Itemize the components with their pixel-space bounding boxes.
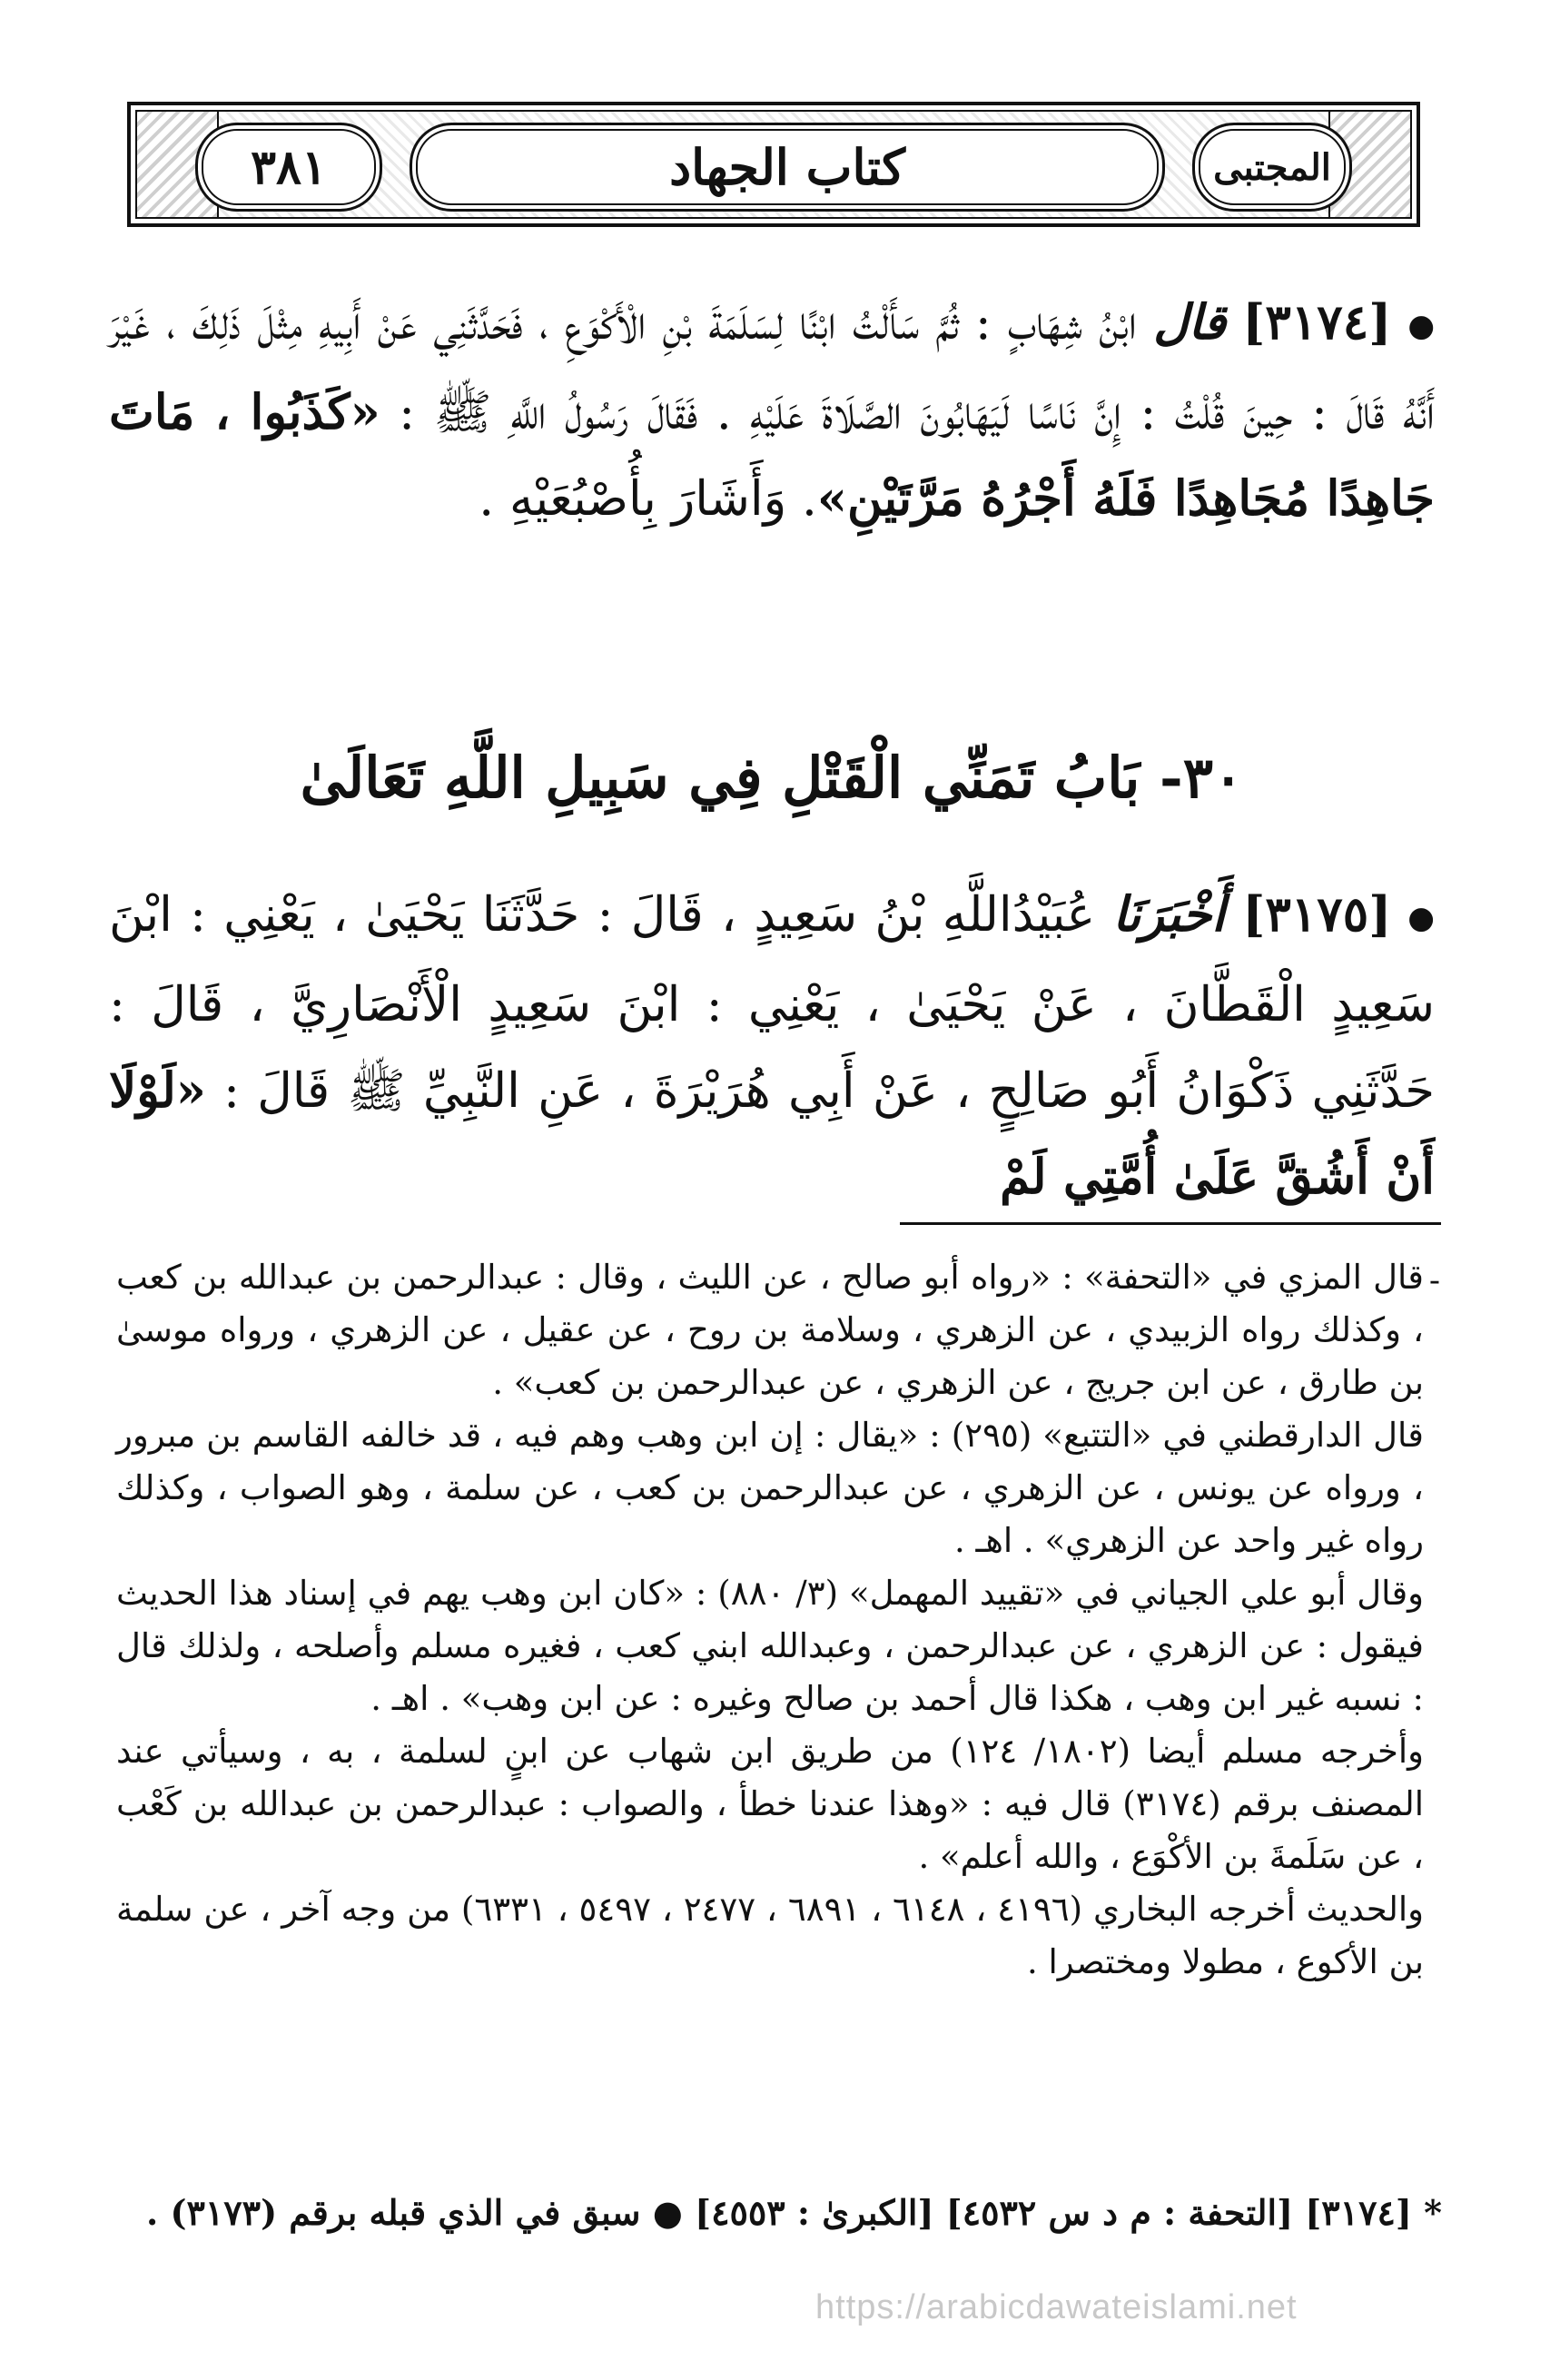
footnote-paragraph: قال المزي في «التحفة» : «رواه أبو صالح ، عن الليث ، وقال : عبدالرحمن بن عبدالله بن كعب ، وكذلك رواه الزبيدي ، عن الزهري ، وسلامة بن روح ، عن عقيل ، عن الزهري ، ورواه موسىٰ بن طارق ، عن ابن جريج ، عن الزهري ، عن عبدالرحمن بن كعب» . [116, 1258, 1424, 1402]
star-icon: * [1424, 2192, 1442, 2233]
watermark-url: https://arabicdawateislami.net [815, 2288, 1298, 2326]
hadith-paragraph-3175 [109, 872, 1435, 1220]
hadith-ref: [٣١٧٥] [1242, 886, 1392, 943]
footnote-paragraph: وأخرجه مسلم أيضا (١٨٠٢/ ١٢٤) من طريق ابن شهاب عن ابنٍ لسلمة ، به ، وسيأتي عند المصنف برقم (٣١٧٤) قال فيه : «وهذا عندنا خطأ ، والصواب : عبدالرحمن بن عبدالله بن كَعْب ، عن سَلَمةَ بن الأكْوَع ، والله أعلم» . [116, 1732, 1424, 1876]
footnote-paragraph: والحديث أخرجه البخاري (٤١٩٦ ، ٦١٤٨ ، ٦٨٩١ ، ٢٤٧٧ ، ٥٤٩٧ ، ٦٣٣١) من وجه آخر ، عن سلمة بن الأكوع ، مطولا ومختصرا . [116, 1890, 1424, 1981]
hadith-ref: [٣١٧٤] [1242, 294, 1392, 351]
series-logo: المجتبى [1192, 123, 1352, 212]
hadith-chain-text: ابْنُ شِهَابٍ : ثُمَّ سَأَلْتُ ابْنًا لِسَلَمَةَ بْنِ الْأَكْوَعِ ، فَحَدَّثَنِي عَنْ أَبِيهِ مِثْلَ ذَلِكَ ، غَيْرَ أَنَّهُ قَالَ : حِينَ قُلْتُ : إِنَّ نَاسًا لَيَهَابُونَ الصَّلَاةَ عَلَيْهِ . فَقَالَ رَسُولُ اللَّهِ ﷺ : [109, 295, 1435, 440]
chapter-heading: ٣٠- بَابُ تَمَنِّي الْقَتْلِ فِي سَبِيلِ اللَّهِ تَعَالَىٰ [300, 745, 1244, 811]
hadith-trailing-text: . وَأَشَارَ بِأُصْبُعَيْهِ . [479, 471, 817, 527]
footnote-divider [900, 1222, 1441, 1225]
page-header [127, 102, 1420, 227]
hadith-paragraph-3174 [109, 280, 1435, 542]
hadith-matn: «كَذَبُوا ، مَاتَ جَاهِدًا مُجَاهِدًا فَلَهُ أَجْرُهُ مَرَّتَيْنِ» [109, 384, 1435, 527]
hadith-chain-text: عُبَيْدُاللَّهِ بْنُ سَعِيدٍ ، قَالَ : حَدَّثَنَا يَحْيَىٰ ، يَعْنِي : ابْنَ سَعِيدٍ الْقَطَّانَ ، عَنْ يَحْيَىٰ ، يَعْنِي : ابْنَ سَعِيدٍ الْأَنْصَارِيَّ ، قَالَ : حَدَّثَنِي ذَكْوَانُ أَبُو صَالِحٍ ، عَنْ أَبِي هُرَيْرَةَ ، عَنِ النَّبِيِّ ﷺ قَالَ : [109, 887, 1435, 1119]
footnotes [116, 1251, 1440, 1989]
takhrij-line [116, 2188, 1442, 2237]
hadith-matn: «لَوْلَا أَنْ أَشُقَّ عَلَىٰ أُمَّتِي لَمْ [109, 1062, 1435, 1205]
page-number: ٣٨١ [195, 123, 382, 212]
footnote-paragraph: قال الدارقطني في «التتبع» (٢٩٥) : «يقال : إن ابن وهب وهم فيه ، قد خالفه القاسم بن مبرور ، ورواه عن يونس ، عن الزهري ، عن عبدالرحمن بن كعب ، عن سلمة ، وهو الصواب ، وكذلك رواه غير واحد عن الزهري» . اهـ . [116, 1416, 1424, 1560]
footnote-paragraph: وقال أبو علي الجياني في «تقييد المهمل» (٣/ ٨٨٠) : «كان ابن وهب يهم في إسناد هذا الحديث فيقول : عن الزهري ، عن عبدالرحمن ، وعبدالله ابني كعب ، فغيره مسلم وأصلحه ، ولذلك قال : نسبه غير ابن وهب ، هكذا قال أحمد بن صالح وغيره : عن ابن وهب» . اهـ . [116, 1574, 1424, 1718]
bullet-icon: ● [1407, 308, 1435, 344]
book-title: كتاب الجهاد [410, 123, 1165, 212]
narration-verb: أَخْبَرَنَا [1112, 886, 1225, 943]
footnote-marker: - [1428, 1262, 1440, 1299]
takhrij-text: [٣١٧٤] [التحفة : م د س ٤٥٣٢] [الكبرىٰ : ٤٥٥٣] ● سبق في الذي قبله برقم (٣١٧٣) . [146, 2192, 1412, 2233]
narration-verb: قال [1153, 294, 1227, 351]
bullet-icon: ● [1407, 900, 1435, 936]
header-frame [135, 110, 1412, 219]
